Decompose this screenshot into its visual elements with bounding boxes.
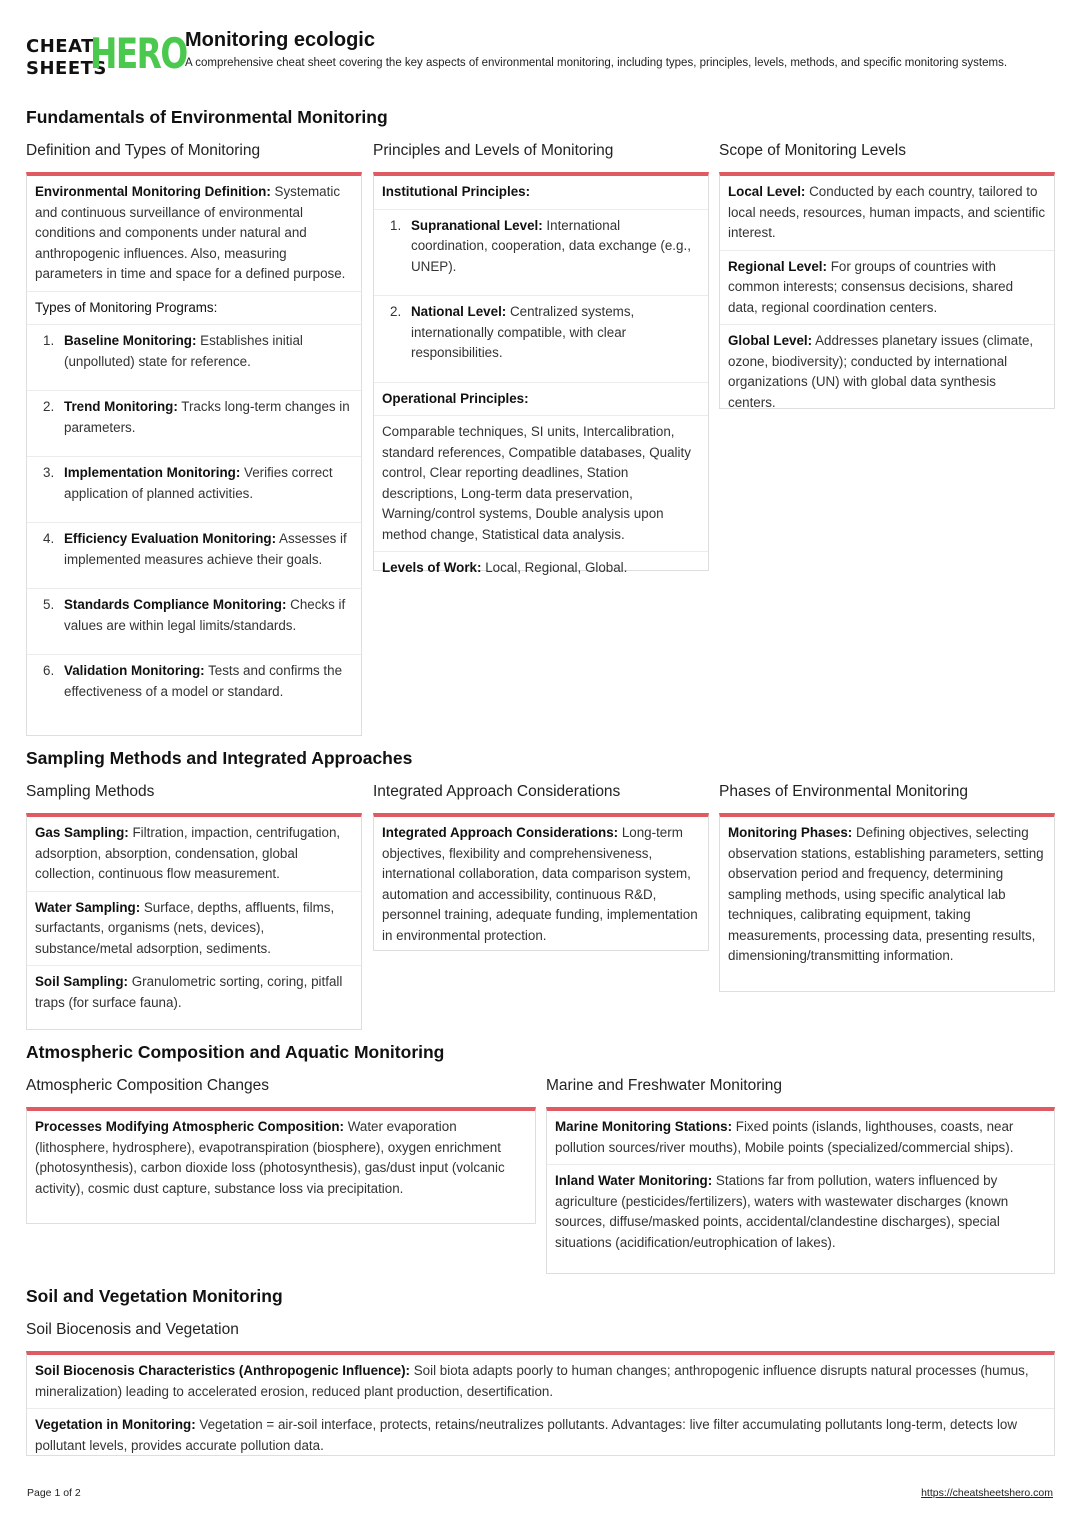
card-marine (546, 1107, 1055, 1274)
card-definition (26, 172, 362, 736)
card-title-scope: Scope of Monitoring Levels (719, 142, 906, 159)
logo-hero-text: HERO (90, 29, 187, 78)
composition-row: Processes Modifying Atmospheric Composition: Water evaporation (lithosphere, hydrosphere), evapotranspiration (biosphere), oxygen enrichment (photosynthesis), carbon dioxide loss (photosynthesis), gas/dust input (volcanic activity), cosmic dust capture, substance loss via precipitation. (35, 1119, 505, 1196)
list-item: 1. Baseline Monitoring: Establishes initial (unpolluted) state for reference. (27, 325, 361, 391)
card-title-composition: Atmospheric Composition Changes (26, 1077, 269, 1094)
list-item: Vegetation in Monitoring: Vegetation = air-soil interface, protects, retains/neutralizes pollutants. Advantages: live filter accumulating pollutants long-term, detects low pollutant levels, provides accurate pollution data. (35, 1417, 1018, 1453)
list-item: 1. Supranational Level: International coordination, cooperation, data exchange (e.g., UNEP). (374, 210, 708, 297)
operational-text-row: Comparable techniques, SI units, Intercalibration, standard references, Compatible databases, Quality control, Clear reporting deadlines, Station descriptions, Long-term data preservation, Warning/control systems, Double analysis upon method change, Statistical data analysis. (374, 416, 708, 552)
page-number: Page 1 of 2 (27, 1487, 81, 1499)
page-subtitle: A comprehensive cheat sheet covering the key aspects of environmental monitoring, including types, principles, levels, methods, and specific monitoring systems. (185, 57, 1008, 69)
cheatsheetshero-logo[interactable] (26, 29, 187, 82)
card-integrated (373, 813, 709, 951)
list-item: Global Level: Addresses planetary issues (climate, ozone, biodiversity); conducted by international organizations (UN) with global data synthesis centers. (728, 333, 1034, 410)
integrated-row: Integrated Approach Considerations: Long-term objectives, flexibility and comprehensiveness, international collaboration, data comparison system, automation and accessibility, continuous R&D, personnel training, adequate funding, implementation in environmental protection. (382, 825, 698, 943)
list-item: 5. Standards Compliance Monitoring: Checks if values are within legal limits/standards. (27, 589, 361, 655)
card-title-phases: Phases of Environmental Monitoring (719, 783, 968, 800)
list-item: 6. Validation Monitoring: Tests and confirms the effectiveness of a model or standard. (43, 663, 343, 699)
card-title-integrated: Integrated Approach Considerations (373, 783, 621, 800)
footer-link[interactable]: https://cheatsheetshero.com (921, 1487, 1053, 1499)
card-sampling-methods (26, 813, 362, 1030)
list-item: Soil Sampling: Granulometric sorting, coring, pitfall traps (for surface fauna). (35, 974, 343, 1010)
page-title: Monitoring ecologic (185, 29, 375, 51)
levels-row: Levels of Work: Local, Regional, Global. (382, 560, 628, 575)
card-title-marine: Marine and Freshwater Monitoring (546, 1077, 783, 1094)
section-title-soil: Soil and Vegetation Monitoring (26, 1286, 283, 1306)
institutional-label-row: Institutional Principles: (374, 176, 708, 210)
card-title-sampling-methods: Sampling Methods (26, 783, 155, 800)
section-title-fundamentals: Fundamentals of Environmental Monitoring (26, 107, 388, 127)
card-title-definition: Definition and Types of Monitoring (26, 142, 261, 159)
list-item: Water Sampling: Surface, depths, affluents, films, surfactants, organisms (nets, devices), substance/metal adsorption, sediments. (27, 892, 361, 967)
list-item: Inland Water Monitoring: Stations far from pollution, waters influenced by agriculture (pesticides/fertilizers), waters with wastewater discharges (known sources, diffuse/masked points, accidental/clandestine discharges), special situations (acidification/eutrophication of lakes). (555, 1173, 1009, 1250)
list-item: 3. Implementation Monitoring: Verifies correct application of planned activities. (27, 457, 361, 523)
list-item: Local Level: Conducted by each country, tailored to local needs, resources, human impacts, and scientific interest. (720, 176, 1054, 251)
list-item: 2. National Level: Centralized systems, internationally compatible, with clear responsibilities. (374, 296, 708, 383)
card-principles (373, 172, 709, 575)
list-item: Marine Monitoring Stations: Fixed points (islands, lighthouses, coasts, near pollution sources/river mouths), Mobile points (specialized/commercial ships). (547, 1111, 1054, 1165)
card-phases (719, 813, 1055, 992)
logo-text: CHEAT SHEETS (26, 36, 107, 79)
card-biocenosis (26, 1351, 1055, 1456)
definition-row: Environmental Monitoring Definition: Systematic and continuous surveillance of environmental conditions and components under natural and anthropogenic influences. Also, measuring parameters in time and space for a defined purpose. (27, 176, 361, 292)
list-item: 4. Efficiency Evaluation Monitoring: Assesses if implemented measures achieve their goals. (27, 523, 361, 589)
card-title-principles: Principles and Levels of Monitoring (373, 142, 614, 159)
list-item: Regional Level: For groups of countries with common interests; consensus decisions, shared data, regional coordination centers. (720, 251, 1054, 326)
types-label-row: Types of Monitoring Programs: (27, 292, 361, 326)
operational-label-row: Operational Principles: (374, 383, 708, 417)
card-title-biocenosis: Soil Biocenosis and Vegetation (26, 1321, 239, 1338)
card-scope (719, 172, 1055, 409)
card-composition (26, 1107, 536, 1224)
list-item: 2. Trend Monitoring: Tracks long-term changes in parameters. (27, 391, 361, 457)
list-item: Gas Sampling: Filtration, impaction, centrifugation, adsorption, absorption, condensation, global collection, continuous flow measurement. (27, 817, 361, 892)
section-title-atmospheric: Atmospheric Composition and Aquatic Monitoring (26, 1042, 445, 1062)
list-item: Soil Biocenosis Characteristics (Anthropogenic Influence): Soil biota adapts poorly to human changes; anthropogenic influence disrupts natural processes (humus, mineralization) leading to accelerated erosion, reduced plant production, desertification. (27, 1355, 1054, 1409)
phases-row: Monitoring Phases: Defining objectives, selecting observation stations, establishing parameters, setting observation period and frequency, determining sampling methods, using specific analytical lab techniques, calibrating equipment, taking measurements, processing data, presenting results, dimensioning/transmitting information. (728, 825, 1044, 963)
section-title-sampling: Sampling Methods and Integrated Approaches (26, 748, 413, 768)
